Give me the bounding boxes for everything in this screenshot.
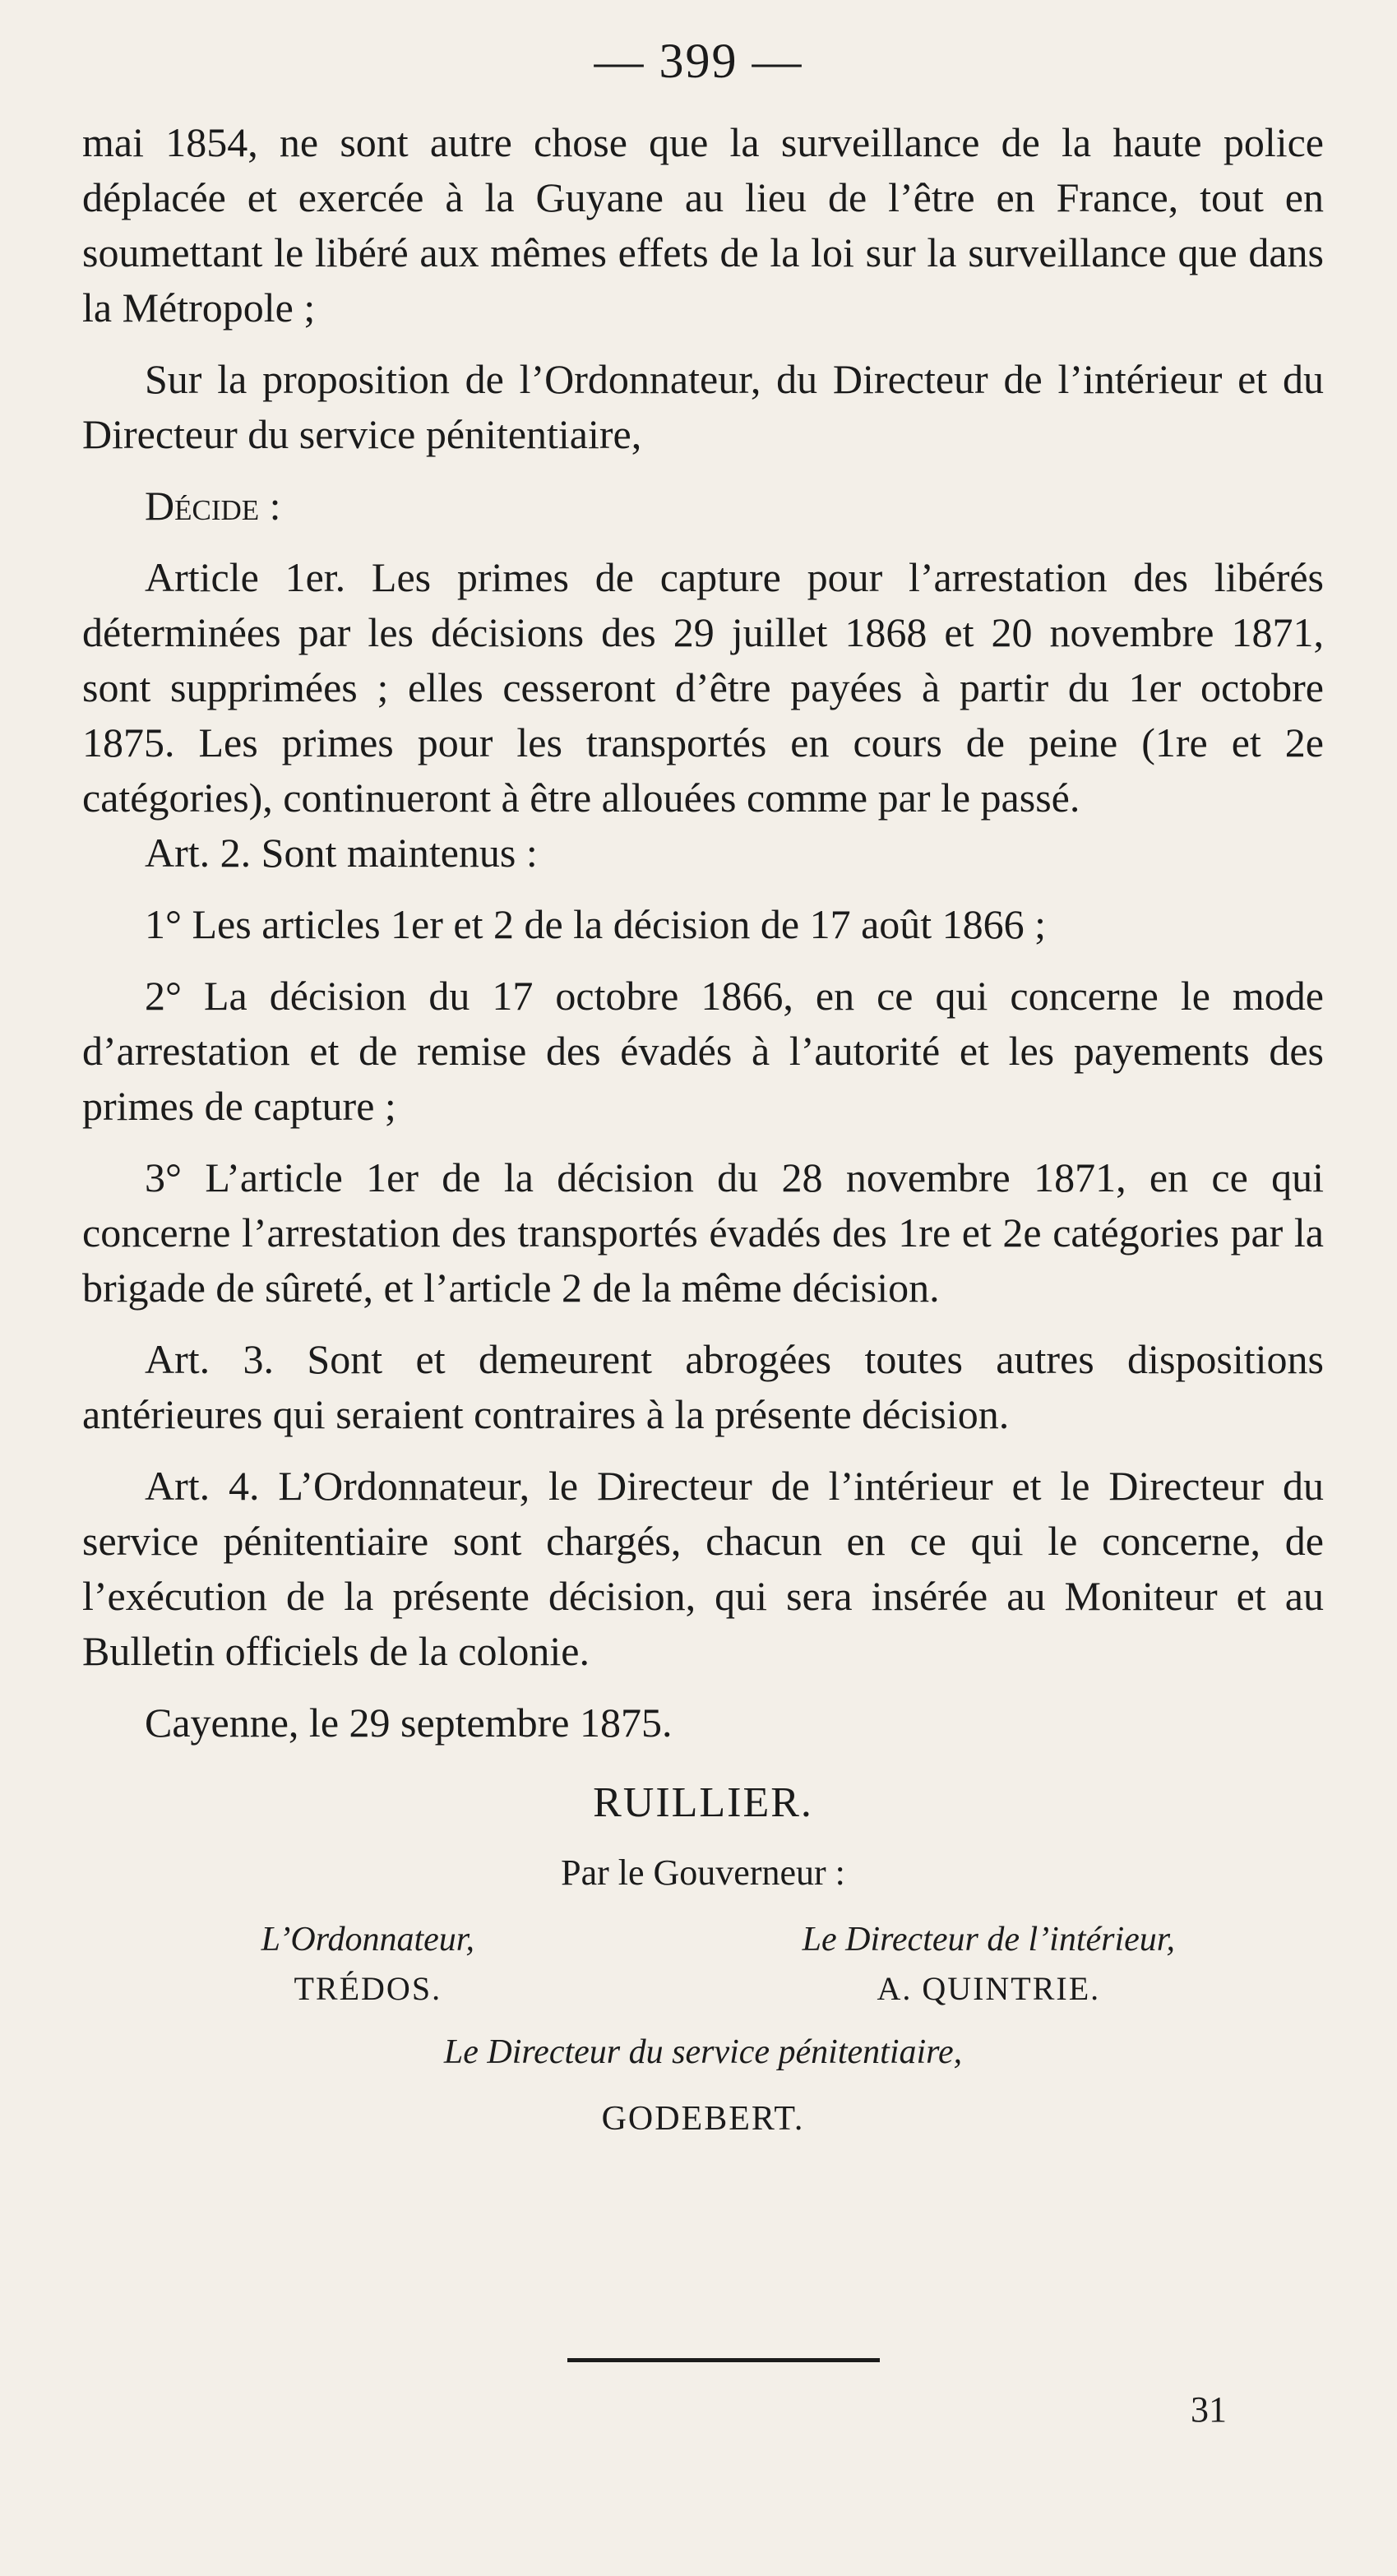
date-line: Cayenne, le 29 septembre 1875. bbox=[145, 1700, 673, 1746]
article-4: Art. 4. L’Ordonnateur, le Directeur de l’intérieur et le Directeur du service pénitentiaire sont chargés, chacun en ce qui le concerne, de l’exécution de la présente décision, qui sera insérée au Moniteur et au Bulletin officiels de la colonie. bbox=[82, 1463, 1324, 1674]
governor-signature: RUILLIER. bbox=[593, 1779, 813, 1826]
paragraph-proposition: Sur la proposition de l’Ordonnateur, du Directeur de l’intérieur et du Directeur du service pénitentiaire, bbox=[82, 356, 1324, 457]
article-2-item-1: 1° Les articles 1er et 2 de la décision de 17 août 1866 ; bbox=[145, 901, 1047, 947]
article-1: Article 1er. Les primes de capture pour l’arrestation des libérés déterminées par les décisions des 29 juillet 1868 et 20 novembre 1871, sont supprimées ; elles cesseront d’être payées à partir du 1er octobre 1875. Les primes pour les transportés en cours de peine (1re et 2e catégories), continueront à être allouées comme par le passé. bbox=[82, 554, 1324, 821]
decide-heading: Décide : bbox=[145, 483, 281, 529]
article-3: Art. 3. Sont et demeurent abrogées toutes autres dispositions antérieures qui seraient contraires à la présente décision. bbox=[82, 1336, 1324, 1437]
page-number: — 399 — bbox=[594, 34, 803, 88]
signature-interieur bbox=[654, 1915, 1324, 2014]
ordonnateur-title: L’Ordonnateur, bbox=[261, 1921, 474, 1959]
par-le-gouverneur: Par le Gouverneur : bbox=[561, 1852, 845, 1893]
penitentiaire-name: GODEBERT. bbox=[601, 2100, 805, 2138]
interieur-title: Le Directeur de l’intérieur, bbox=[802, 1921, 1175, 1959]
paragraph-continuation: mai 1854, ne sont autre chose que la surveillance de la haute police déplacée et exercée à la Guyane au lieu de l’être en France, tout en soumettant le libéré aux mêmes effets de la loi sur la surveillance que dans la Métropole ; bbox=[82, 119, 1324, 331]
article-2-item-3: 3° L’article 1er de la décision du 28 novembre 1871, en ce qui concerne l’arrestation des transportés évadés des 1re et 2e catégories par la brigade de sûreté, et l’article 2 de la même décision. bbox=[82, 1154, 1324, 1311]
article-2: Art. 2. Sont maintenus : bbox=[145, 830, 538, 876]
signature-ordonnateur bbox=[82, 1915, 654, 2014]
folio-number: 31 bbox=[1191, 2389, 1227, 2430]
interieur-name: A. QUINTRIE. bbox=[877, 1970, 1101, 2007]
penitentiaire-title: Le Directeur du service pénitentiaire, bbox=[443, 2033, 963, 2071]
signature-row bbox=[82, 1915, 1324, 2014]
document-body bbox=[82, 115, 1324, 2147]
ordonnateur-name: TRÉDOS. bbox=[294, 1970, 442, 2007]
article-2-item-2: 2° La décision du 17 octobre 1866, en ce qui concerne le mode d’arrestation et de remise des évadés à l’autorité et les payements des primes de capture ; bbox=[82, 973, 1324, 1129]
horizontal-rule bbox=[567, 2358, 880, 2362]
